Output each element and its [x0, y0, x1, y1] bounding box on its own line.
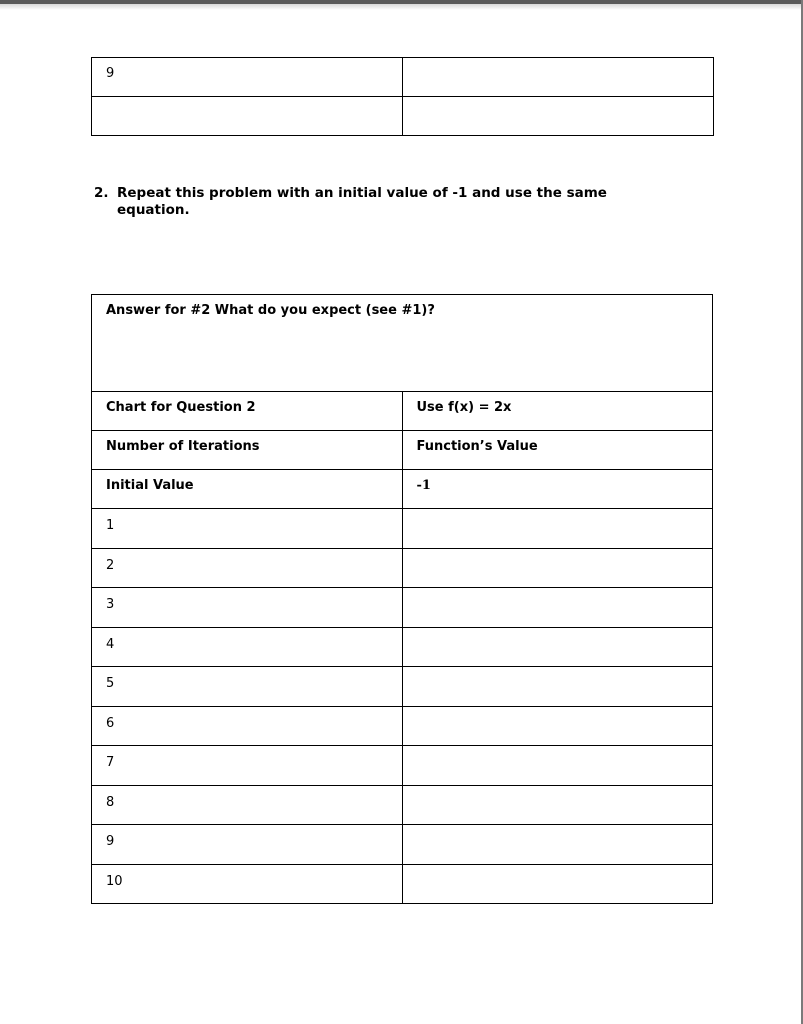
table-row [92, 864, 713, 904]
window-top-shadow [0, 4, 803, 10]
question-2 [94, 185, 654, 219]
table-row [92, 509, 713, 549]
initial-value-label: Initial Value [92, 470, 403, 509]
table-row [92, 667, 713, 707]
table-row [92, 548, 713, 588]
function-value-cell[interactable] [402, 825, 713, 865]
value-cell[interactable] [403, 58, 714, 97]
table-row [92, 627, 713, 667]
column-header-value: Function’s Value [402, 431, 713, 470]
answer-prompt-cell[interactable]: Answer for #2 What do you expect (see #1)? [92, 295, 713, 392]
iteration-cell[interactable] [92, 97, 403, 136]
value-cell[interactable] [403, 97, 714, 136]
function-value-cell[interactable] [402, 864, 713, 904]
table-row [92, 58, 714, 97]
function-value-cell[interactable] [402, 746, 713, 786]
table-row [92, 588, 713, 628]
table-row [92, 785, 713, 825]
function-value-cell[interactable] [402, 548, 713, 588]
function-value-cell[interactable] [402, 706, 713, 746]
previous-question-table [91, 57, 714, 136]
column-header-iterations: Number of Iterations [92, 431, 403, 470]
iteration-number: 2 [92, 548, 403, 588]
answer-row [92, 295, 713, 392]
iteration-number: 7 [92, 746, 403, 786]
initial-value-row [92, 470, 713, 509]
iteration-number: 5 [92, 667, 403, 707]
iteration-number: 8 [92, 785, 403, 825]
iteration-number: 6 [92, 706, 403, 746]
initial-value[interactable]: -1 [402, 470, 713, 509]
iteration-cell[interactable]: 9 [92, 58, 403, 97]
table-row [92, 825, 713, 865]
question-number: 2. [94, 185, 109, 201]
question-2-table [91, 294, 713, 904]
question-text: Repeat this problem with an initial value of -1 and use the same equation. [117, 185, 607, 218]
column-header-row [92, 431, 713, 470]
iteration-number: 4 [92, 627, 403, 667]
function-value-cell[interactable] [402, 509, 713, 549]
chart-title-row [92, 392, 713, 431]
function-value-cell[interactable] [402, 588, 713, 628]
function-label: Use f(x) = 2x [402, 392, 713, 431]
table-row [92, 97, 714, 136]
table-row [92, 746, 713, 786]
function-value-cell[interactable] [402, 785, 713, 825]
iteration-number: 3 [92, 588, 403, 628]
table-row [92, 706, 713, 746]
iteration-number: 1 [92, 509, 403, 549]
iteration-number: 10 [92, 864, 403, 904]
function-value-cell[interactable] [402, 627, 713, 667]
iteration-number: 9 [92, 825, 403, 865]
function-value-cell[interactable] [402, 667, 713, 707]
chart-title: Chart for Question 2 [92, 392, 403, 431]
